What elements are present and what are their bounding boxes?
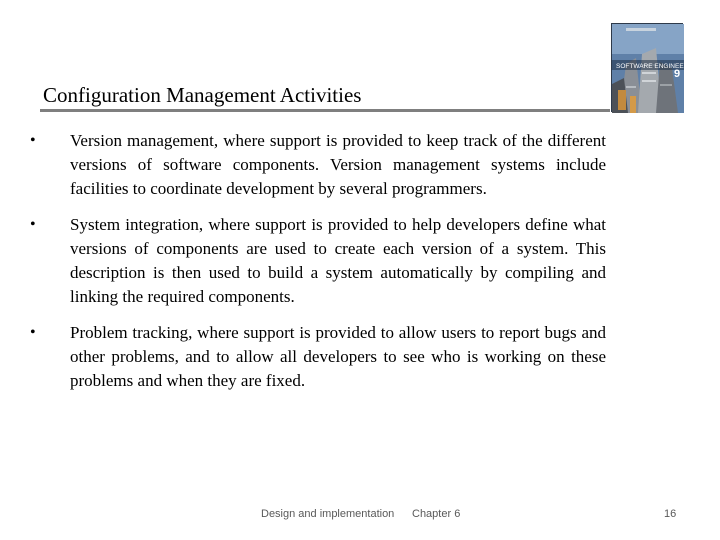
footer-chapter: Chapter 6 (412, 508, 461, 520)
cover-title-text: SOFTWARE ENGINEERING (616, 63, 700, 70)
bullet-marker: • (30, 132, 36, 149)
bullet-text: System integration, where support is provided to help developers define what versions of components are used to create each version of a system. This description is then used to build a system automatically by compiling and linking the required components. (70, 215, 606, 306)
page-number: 16 (664, 508, 677, 520)
footer-section-title: Design and implementation (261, 508, 395, 520)
bullet-problem-tracking (30, 321, 606, 393)
bullet-system-integration (30, 213, 606, 309)
bullet-version-management (30, 129, 606, 201)
cover-edition-text: 9 (674, 68, 681, 80)
slide-title: Configuration Management Activities (43, 83, 362, 107)
book-cover-image (611, 23, 700, 112)
bullet-text: Problem tracking, where support is provided to allow users to report bugs and other problems, and to allow all developers to see who is working on these problems and when they are fixed. (70, 323, 606, 390)
title-underline (40, 109, 610, 112)
bullet-text: Version management, where support is provided to keep track of the different versions of software components. Version management systems include facilities to coordinate development by several programmers. (70, 131, 606, 198)
bullet-marker: • (30, 324, 36, 341)
bullet-list (30, 129, 606, 405)
bullet-marker: • (30, 216, 36, 233)
